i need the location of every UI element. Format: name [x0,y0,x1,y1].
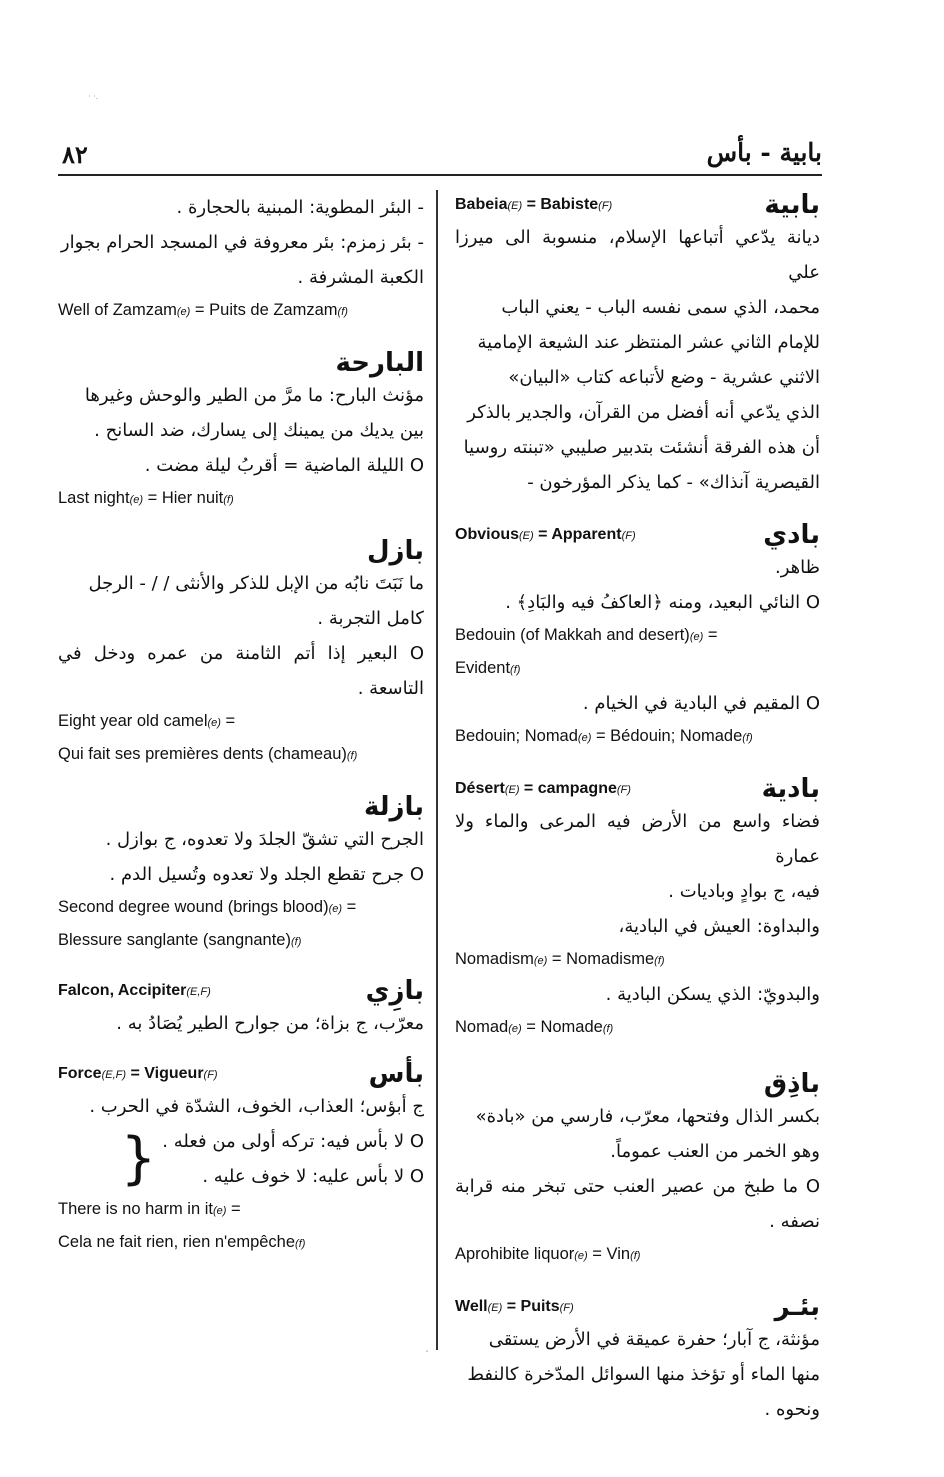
headword-gender: (E) [504,784,520,796]
entry-heading [58,536,424,566]
header-rule [58,174,822,176]
gloss-gender: (f) [602,1023,614,1035]
english-gloss [58,1194,424,1227]
dictionary-entry [58,976,424,1041]
gloss-text: Eight year old camel [58,712,208,730]
sense-line: O المقيم في البادية في الخيام . [582,693,820,714]
gloss-gender: (e) [129,494,144,506]
gloss-text: Last night [58,489,130,507]
headword-arabic: بأس [368,1059,424,1089]
definition-line: والبداوة: العيش في البادية، [618,916,820,937]
english-gloss [58,892,424,925]
sense-line: O الليلة الماضية = أقربُ ليلة مضت . [144,455,424,476]
headword-english-text: = campagne [519,780,617,797]
dictionary-entry [455,520,820,754]
gloss-text: Cela ne fait rien, rien n'empêche [58,1233,296,1251]
english-gloss [455,1012,820,1045]
gloss-text: = [220,712,236,730]
english-gloss [58,1227,424,1260]
entry-heading [455,774,820,804]
gloss-text: = Nomadisme [547,950,655,968]
headword-arabic: البارحة [335,348,424,378]
dictionary-entry [58,348,424,516]
entry-heading [455,520,820,550]
headword-english-text: Babeia [455,196,508,213]
dictionary-entry [455,1069,820,1272]
gloss-gender: (e) [328,903,343,915]
dictionary-entry [58,1059,424,1260]
definition-line: فيه، ج بوادٍ وباديات . [668,881,820,902]
headword-arabic: بئـر [774,1292,820,1322]
gloss-text: = Hier nuit [143,489,224,507]
headword-english-text: = Vigueur [126,1065,204,1082]
brace-lines [162,1124,424,1194]
gloss-gender: (f) [295,1238,306,1250]
entry-heading [58,348,424,378]
headword-english [455,1298,574,1316]
gloss-gender: (f) [510,664,521,676]
headword-arabic: بازِي [365,976,424,1006]
definition-line: ظاهر. [775,557,820,578]
headword-english [455,526,636,544]
gloss-text: Second degree wound (brings blood) [58,898,329,916]
gloss-gender: (f) [290,936,302,948]
brace-line: O لا بأس عليه: لا خوف عليه . [202,1166,424,1187]
entry-heading [455,1292,820,1322]
english-gloss [455,620,820,653]
gloss-text: Nomad [455,1018,509,1036]
definition-line: فضاء واسع من الأرض فيه المرعى والماء ولا عمارة [455,811,820,867]
headword-arabic: بادي [763,520,820,550]
english-gloss [58,925,424,958]
headword-english-text: Désert [455,780,505,797]
definition-line: مؤنث البارح: ما مرَّ من الطير والوحش وغيرها [84,385,424,406]
english-gloss [58,295,424,328]
gloss-text: = Vin [587,1245,631,1263]
entry-heading [455,1069,820,1099]
english-gloss [455,721,820,754]
gloss-gender: (e) [212,1205,227,1217]
dictionary-entry [455,190,820,500]
definition-line: وهو الخمر من العنب عموماً. [610,1141,820,1162]
definition-line: بكسر الذال وفتحها، معرّب، فارسي من «بادة» [475,1106,820,1127]
definition-line: للإمام الثاني عشر المنتظر عند الشيعة الإمامية [477,332,820,353]
gloss-text: = Bédouin; Nomade [591,727,743,745]
english-gloss [58,706,424,739]
headword-gender: (F) [559,1302,574,1314]
headword-english [58,1065,218,1083]
definition-line: الذي يدّعي أنه أفضل من القرآن، والجدير بالذكر [467,402,820,423]
headword-english-text: = Babiste [522,196,599,213]
headword-english [455,780,631,798]
brace-line: O لا بأس فيه: تركه أولى من فعله . [162,1131,424,1152]
definition-line: ونحوه . [764,1399,820,1420]
english-gloss [455,944,820,977]
definition-line: ج أبؤس؛ العذاب، الخوف، الشدّة في الحرب . [89,1096,424,1117]
gloss-gender: (e) [176,306,191,318]
gloss-text: = [226,1200,241,1218]
headword-gender: (F) [598,200,613,212]
english-gloss [58,483,424,516]
running-title: بابية - بأس [706,138,822,167]
gloss-text: Well of Zamzam [58,301,177,319]
definition-line: مؤنثة، ج آبار؛ حفرة عميقة في الأرض يستقى [488,1329,820,1350]
dictionary-entry [58,190,424,328]
gloss-gender: (f) [337,306,348,318]
dictionary-entry [455,1292,820,1427]
headword-arabic: بادية [761,774,820,804]
dictionary-entry [58,792,424,958]
headword-english-text: = Apparent [533,526,622,543]
gloss-gender: (f) [346,750,358,762]
gloss-gender: (f) [630,1250,641,1262]
brace-glyph: { [120,1126,157,1191]
gloss-text: Bedouin; Nomad [455,727,578,745]
headword-english-text: Force [58,1065,102,1082]
gloss-text: = [342,898,357,916]
sense-line: O البعير إذا أتم الثامنة من عمره ودخل في التاسعة . [58,643,424,699]
gloss-text: = Puits de Zamzam [190,301,338,319]
gloss-text: There is no harm in it [58,1200,213,1218]
definition-line: كامل التجربة . [317,608,424,629]
gloss-gender: (e) [533,955,548,967]
headword-arabic: بازلة [363,792,424,822]
headword-gender: (E) [519,530,534,542]
headword-gender: (E) [487,1302,503,1314]
headword-english [455,196,612,214]
definition-line: منها الماء أو تؤخذ منها السوائل المدّخرة كالنفط [467,1364,820,1385]
dictionary-entry [58,536,424,772]
headword-gender: (F) [621,530,636,542]
definition-line: محمد، الذي سمى نفسه الباب - يعني الباب [501,297,820,318]
definition-line: - البئر المطوية: المبنية بالحجارة . [176,197,424,218]
headword-arabic: باذِق [763,1069,820,1099]
definition-line: الجرح التي تشقّ الجلدَ ولا تعدوه، ج بوازل . [105,829,424,850]
gloss-gender: (e) [508,1023,522,1035]
gloss-gender: (e) [574,1250,588,1262]
gloss-gender: (e) [577,732,592,744]
gloss-gender: (f) [742,732,753,744]
definition-line: بين يديك من يمينك إلى يسارك، ضد السانح . [94,420,424,441]
gloss-text: Bedouin (of Makkah and desert) [455,626,690,644]
entry-heading [58,976,424,1006]
english-gloss [455,1239,820,1272]
right-column [455,190,820,1427]
definition-line: القيصرية آنذاك» - كما يذكر المؤرخون - [527,472,820,493]
headword-english-text: Obvious [455,526,520,543]
sense-line: O جرح تقطع الجلد ولا تعدوه وتُسيل الدم . [109,864,424,885]
gloss-gender: (e) [207,717,221,729]
gloss-text: Blessure sanglante (sangnante) [58,931,291,949]
gloss-text: Qui fait ses premières dents (chameau) [58,745,347,763]
definition-line: الكعبة المشرفة . [297,267,424,288]
headword-english-text: Falcon, Accipiter [58,982,187,999]
gloss-text: = Nomade [521,1018,603,1036]
headword-english [58,982,211,1000]
headword-arabic: بازل [366,536,424,566]
scan-speck: · ·. [88,92,99,101]
definition-line: معرّب، ج بزاة؛ من جوارح الطير يُصَادُ به . [116,1013,424,1034]
headword-gender: (F) [616,784,631,796]
gloss-text: Aprohibite liquor [455,1245,575,1263]
sense-line: O ما طبخ من عصير العنب حتى تبخر منه قرابة نصفه . [455,1176,820,1232]
definition-line: ديانة يدّعي أتباعها الإسلام، منسوبة الى ميرزا علي [455,227,820,283]
brace-group [58,1124,424,1194]
definition-line: أن هذه الفرقة أنشئت بتدبير صليبي «تبنته روسيا [463,437,820,458]
definition-line: ما نَبَتَ نابُه من الإبل للذكر والأنثى / / - الرجل [88,573,424,594]
headword-gender: (F) [203,1069,218,1081]
gloss-gender: (f) [223,494,234,506]
definition-line: - بئر زمزم: بئر معروفة في المسجد الحرام بجوار [60,232,424,253]
scan-mark: ˘ [425,1350,429,1359]
gloss-text: Evident [455,659,511,677]
headword-gender: (E) [507,200,523,212]
headword-english-text: = Puits [502,1298,560,1315]
english-gloss [455,653,820,686]
headword-gender: (E,F) [101,1069,127,1081]
gloss-text: = [703,626,718,644]
gloss-text: Nomadism [455,950,534,968]
headword-gender: (E,F) [186,986,211,998]
headword-arabic: بابية [764,190,820,220]
page-number: ٨٢ [62,140,88,169]
definition-line: الاثني عشرية - وضع لأتباعه كتاب «البيان» [508,367,820,388]
entry-heading [455,190,820,220]
english-gloss [58,739,424,772]
headword-english-text: Well [455,1298,488,1315]
entry-heading [58,1059,424,1089]
sense-line: O النائي البعيد، ومنه ﴿العاكفُ فيه والبَادِ﴾ . [505,592,820,613]
gloss-gender: (e) [689,631,704,643]
dictionary-entry [455,774,820,1045]
left-column [58,190,424,1260]
sense-line: والبدويّ: الذي يسكن البادية . [605,984,820,1005]
gloss-gender: (f) [654,955,665,967]
entry-heading [58,792,424,822]
column-divider [436,190,438,1350]
